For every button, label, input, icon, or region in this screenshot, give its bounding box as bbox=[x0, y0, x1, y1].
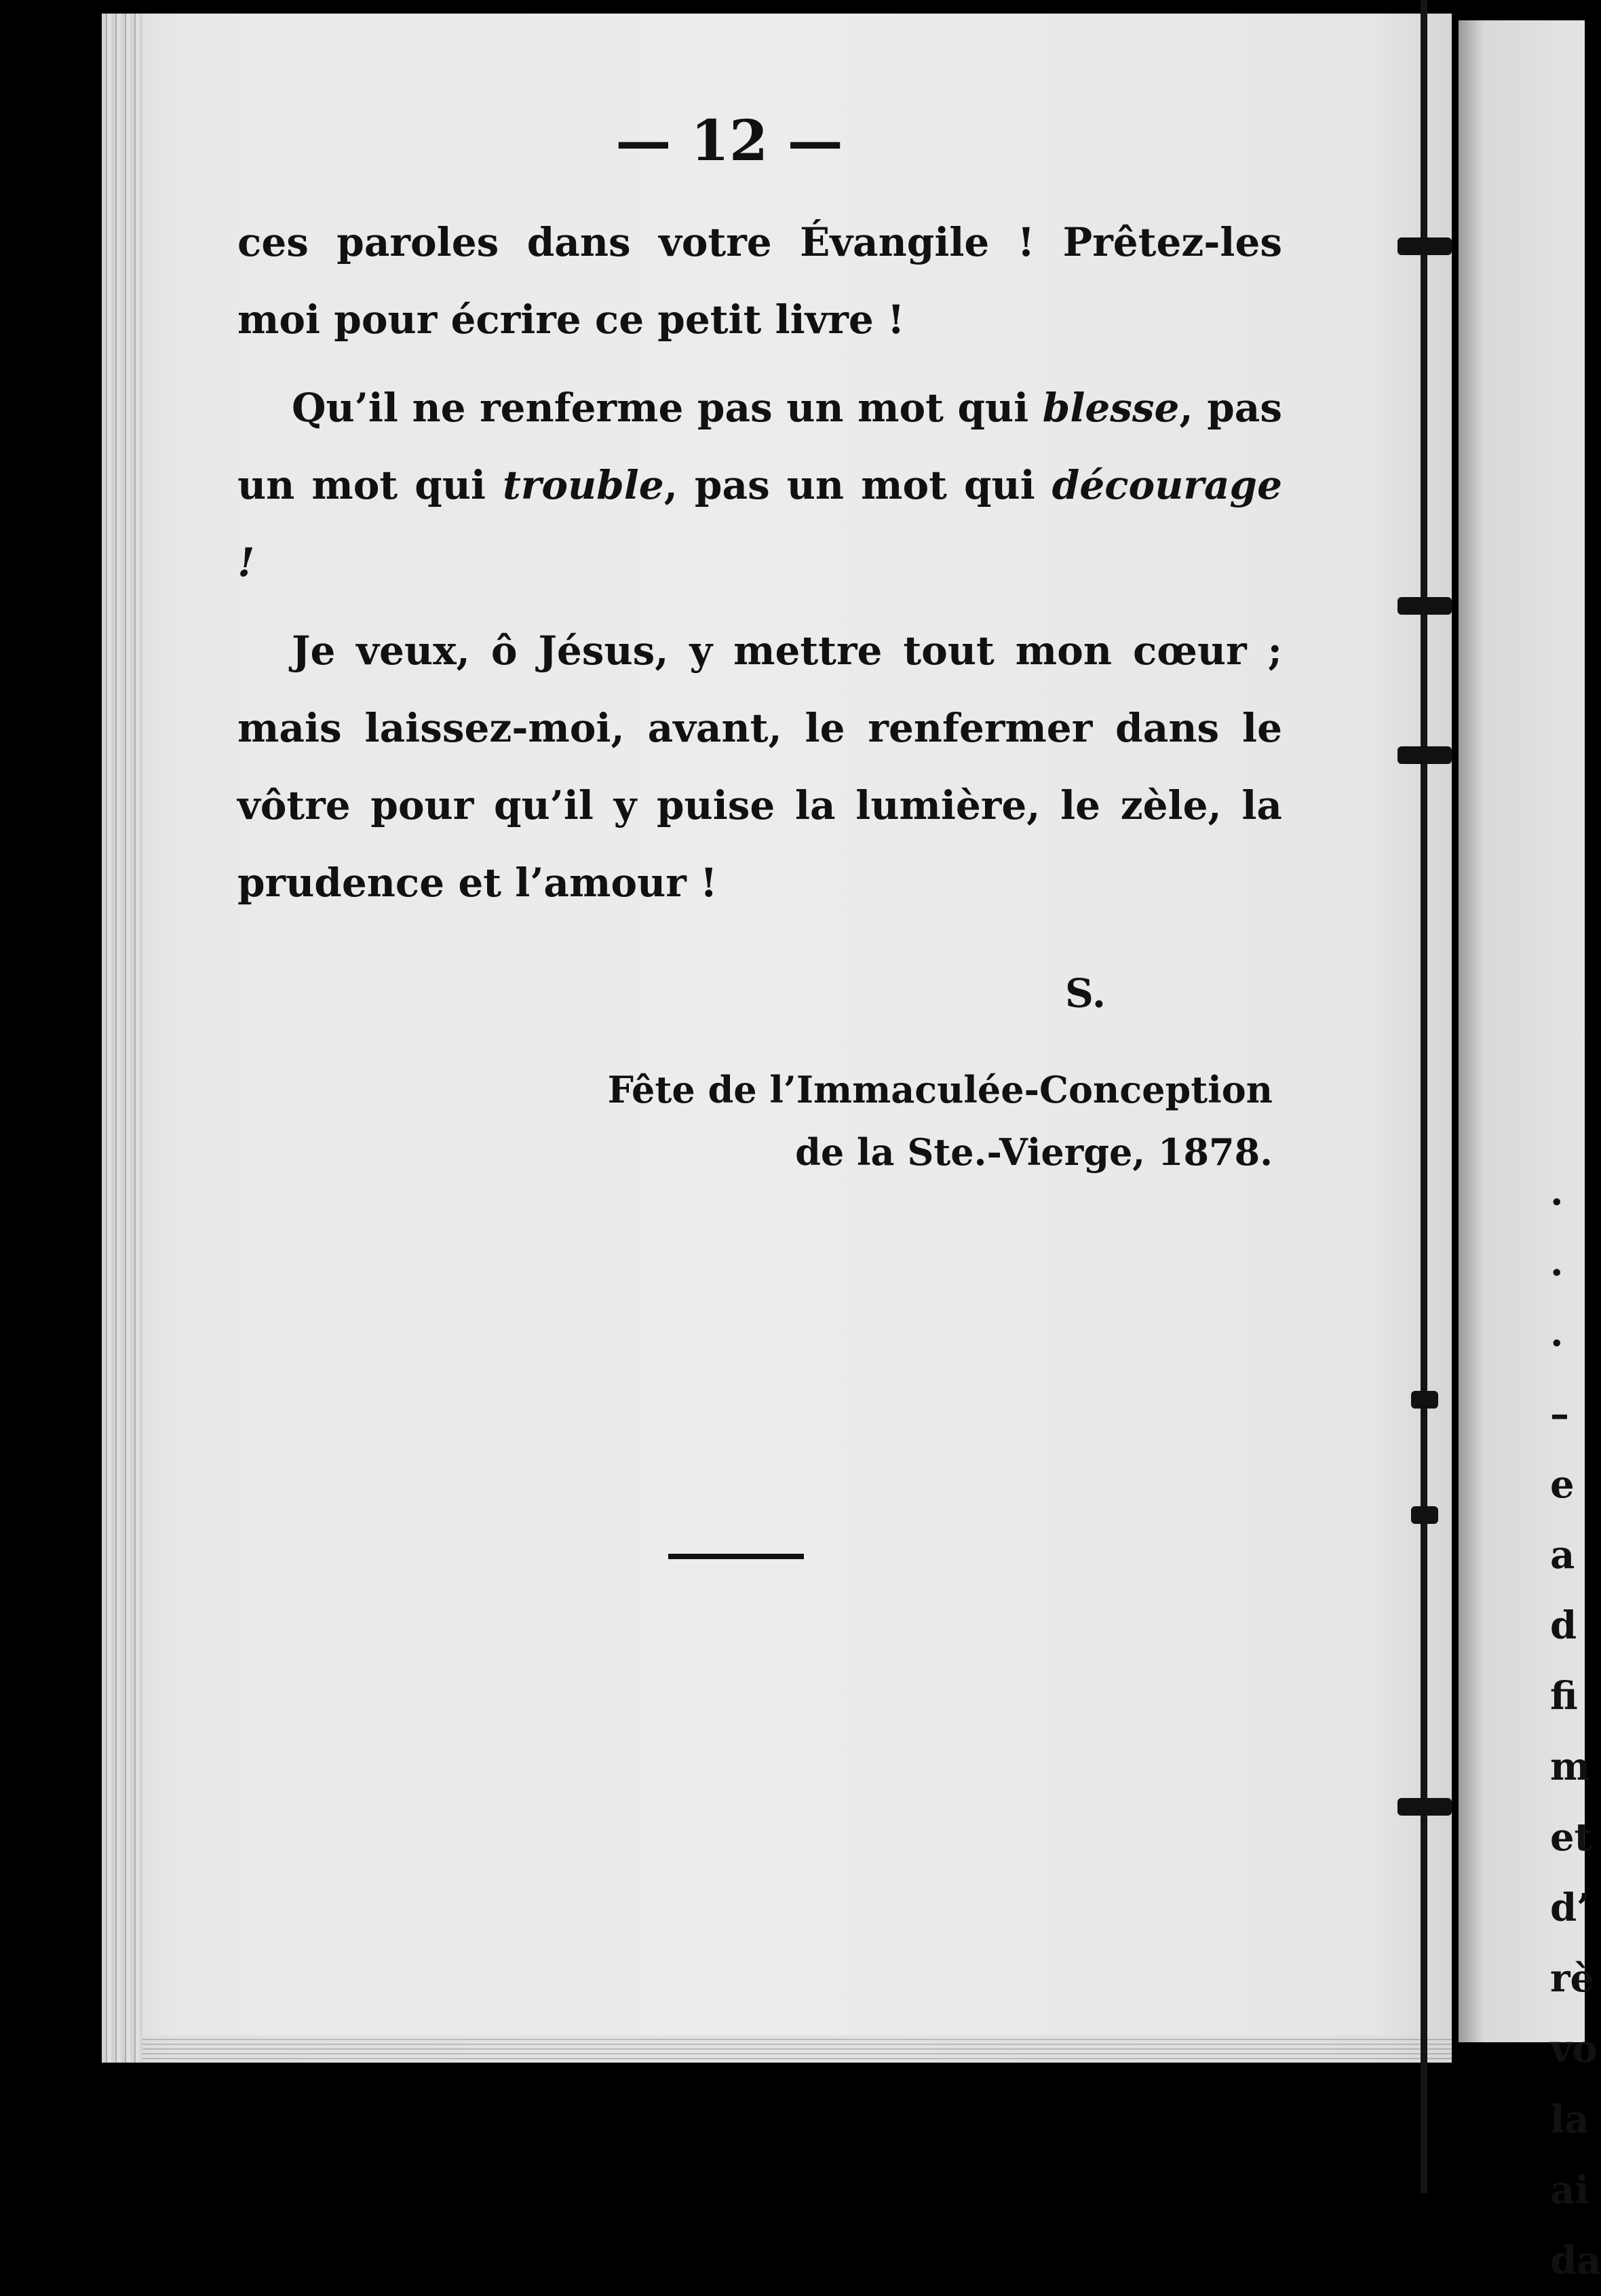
binding-clip bbox=[1411, 1391, 1438, 1409]
closing-rule bbox=[668, 1554, 804, 1559]
fragment-line: d bbox=[1550, 1603, 1577, 1648]
binding-clip bbox=[1397, 1798, 1452, 1816]
fragment-line: · bbox=[1550, 1250, 1564, 1295]
fragment-line: et bbox=[1550, 1815, 1592, 1860]
paragraph-1: ces paroles dans votre Évangile ! Prêtez-les moi pour écrire ce petit livre ! bbox=[237, 219, 1282, 343]
book-spine bbox=[1411, 0, 1438, 2193]
body-text bbox=[237, 204, 1282, 932]
signature: S. bbox=[1065, 970, 1106, 1016]
page-number: — 12 — bbox=[615, 109, 843, 174]
dateline-line-1: Fête de l’Immaculée-Conception bbox=[607, 1068, 1273, 1111]
paragraph-2-part-1: Qu’il ne renferme pas un mot qui bbox=[292, 385, 1043, 431]
paragraph-2-part-5: , pas un mot qui bbox=[663, 462, 1052, 508]
emphasis-decourage: décourage ! bbox=[237, 462, 1282, 586]
fragment-line: la bbox=[1550, 2097, 1589, 2142]
paragraph-2 bbox=[237, 369, 1282, 601]
fragment-line: m bbox=[1550, 1744, 1591, 1789]
fragment-line: ai bbox=[1550, 2168, 1589, 2213]
page-edge-stack bbox=[102, 14, 142, 2063]
page-bottom-edge bbox=[142, 2035, 1452, 2063]
binding-clip bbox=[1411, 1506, 1438, 1524]
fragment-line: d’ bbox=[1550, 1886, 1590, 1930]
dateline bbox=[608, 1058, 1273, 1183]
fragment-line: – bbox=[1550, 1392, 1569, 1436]
fragment-line: a bbox=[1550, 1533, 1575, 1577]
fragment-line: vo bbox=[1550, 2027, 1598, 2071]
binding-clip bbox=[1397, 237, 1452, 255]
paragraph-2-part-3: , pas un mot qui bbox=[237, 385, 1282, 508]
binding-clip bbox=[1397, 597, 1452, 615]
fragment-line: · bbox=[1550, 1321, 1564, 1366]
fragment-line: fi bbox=[1550, 1674, 1578, 1719]
fragment-line: da bbox=[1550, 2238, 1601, 2283]
spine-line bbox=[1421, 0, 1427, 2193]
fragment-line: rè bbox=[1550, 1956, 1595, 2001]
dateline-line-2: de la Ste.-Vierge, 1878. bbox=[795, 1130, 1273, 1174]
emphasis-trouble: trouble bbox=[503, 462, 664, 508]
fragment-line: e bbox=[1550, 1462, 1575, 1507]
right-page-fragment bbox=[1550, 1167, 1601, 2296]
fragment-line: · bbox=[1550, 1180, 1564, 1225]
emphasis-blesse: blesse bbox=[1042, 385, 1180, 431]
paragraph-3: Je veux, ô Jésus, y mettre tout mon cœur ; mais laissez-moi, avant, le renfermer dans le vôtre pour qu’il y puise la lumière, le zèle, la prudence et l’amour ! bbox=[237, 628, 1282, 906]
binding-clip bbox=[1397, 746, 1452, 764]
